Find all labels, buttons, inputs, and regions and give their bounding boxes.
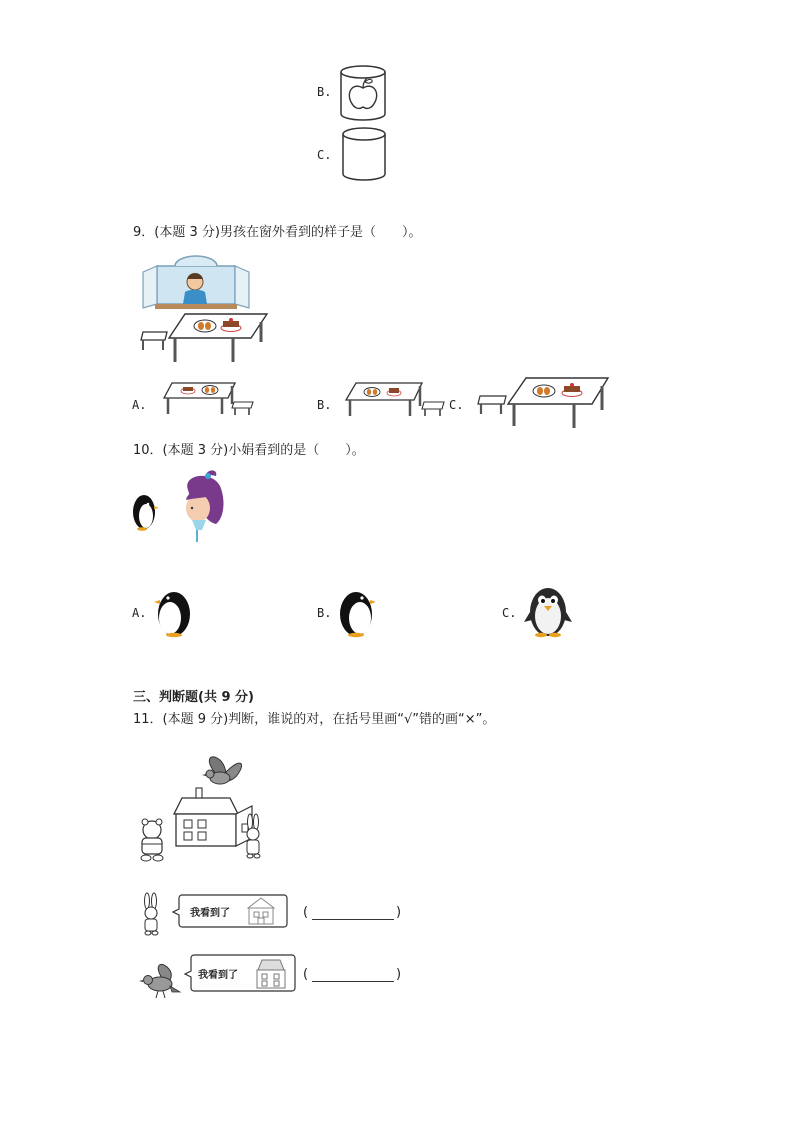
q10-option-c-label: C. [502,606,517,620]
penguin-side-view-right-icon [338,584,378,638]
penguin-front-view-icon [524,582,572,638]
q9-option-a-image [160,378,255,420]
speech-bubble-1-text: 我看到了 [190,908,230,919]
q9-option-c-image [474,374,614,432]
speech-bubble-2-text: 我看到了 [198,970,238,981]
answer-1-blank[interactable] [312,918,394,920]
house-front-view-icon [244,896,278,926]
q9-option-a-label: A. [132,398,147,412]
house-top-view-icon [252,956,290,990]
q9-option-c-label: C. [449,398,464,412]
q9-option-b-label: B. [317,398,332,412]
answer-1-open-paren: ( [303,905,309,920]
answer-1-close-paren: ) [396,905,402,920]
answer-2-open-paren: ( [303,967,309,982]
answer-2-blank[interactable] [312,980,394,982]
q10-option-a-label: A. [132,606,147,620]
empty-cup-icon [340,126,388,182]
answer-2-close-paren: ) [396,967,402,982]
section-3-title: 三、判断题(共 9 分) [133,690,254,705]
boy-at-window-scene [137,260,272,365]
q11-question: 11．(本题 9 分)判断，谁说的对，在括号里画“√”错的画“×”。 [133,712,496,727]
q9-option-b-image [342,378,448,422]
q8-option-c-label: C. [317,148,332,162]
q10-question: 10．(本题 3 分)小娟看到的是（ ）。 [133,443,365,458]
house-with-animals-scene [134,752,270,868]
q8-option-b-label: B. [317,85,332,99]
rabbit-icon [138,893,164,937]
cup-with-apple-icon [338,64,388,120]
penguin-and-girl-scene [128,470,228,546]
bird-icon [138,962,182,1002]
q10-option-b-label: B. [317,606,332,620]
penguin-side-view-left-icon [152,584,192,638]
q9-question: 9．(本题 3 分)男孩在窗外看到的样子是（ ）。 [133,225,422,240]
